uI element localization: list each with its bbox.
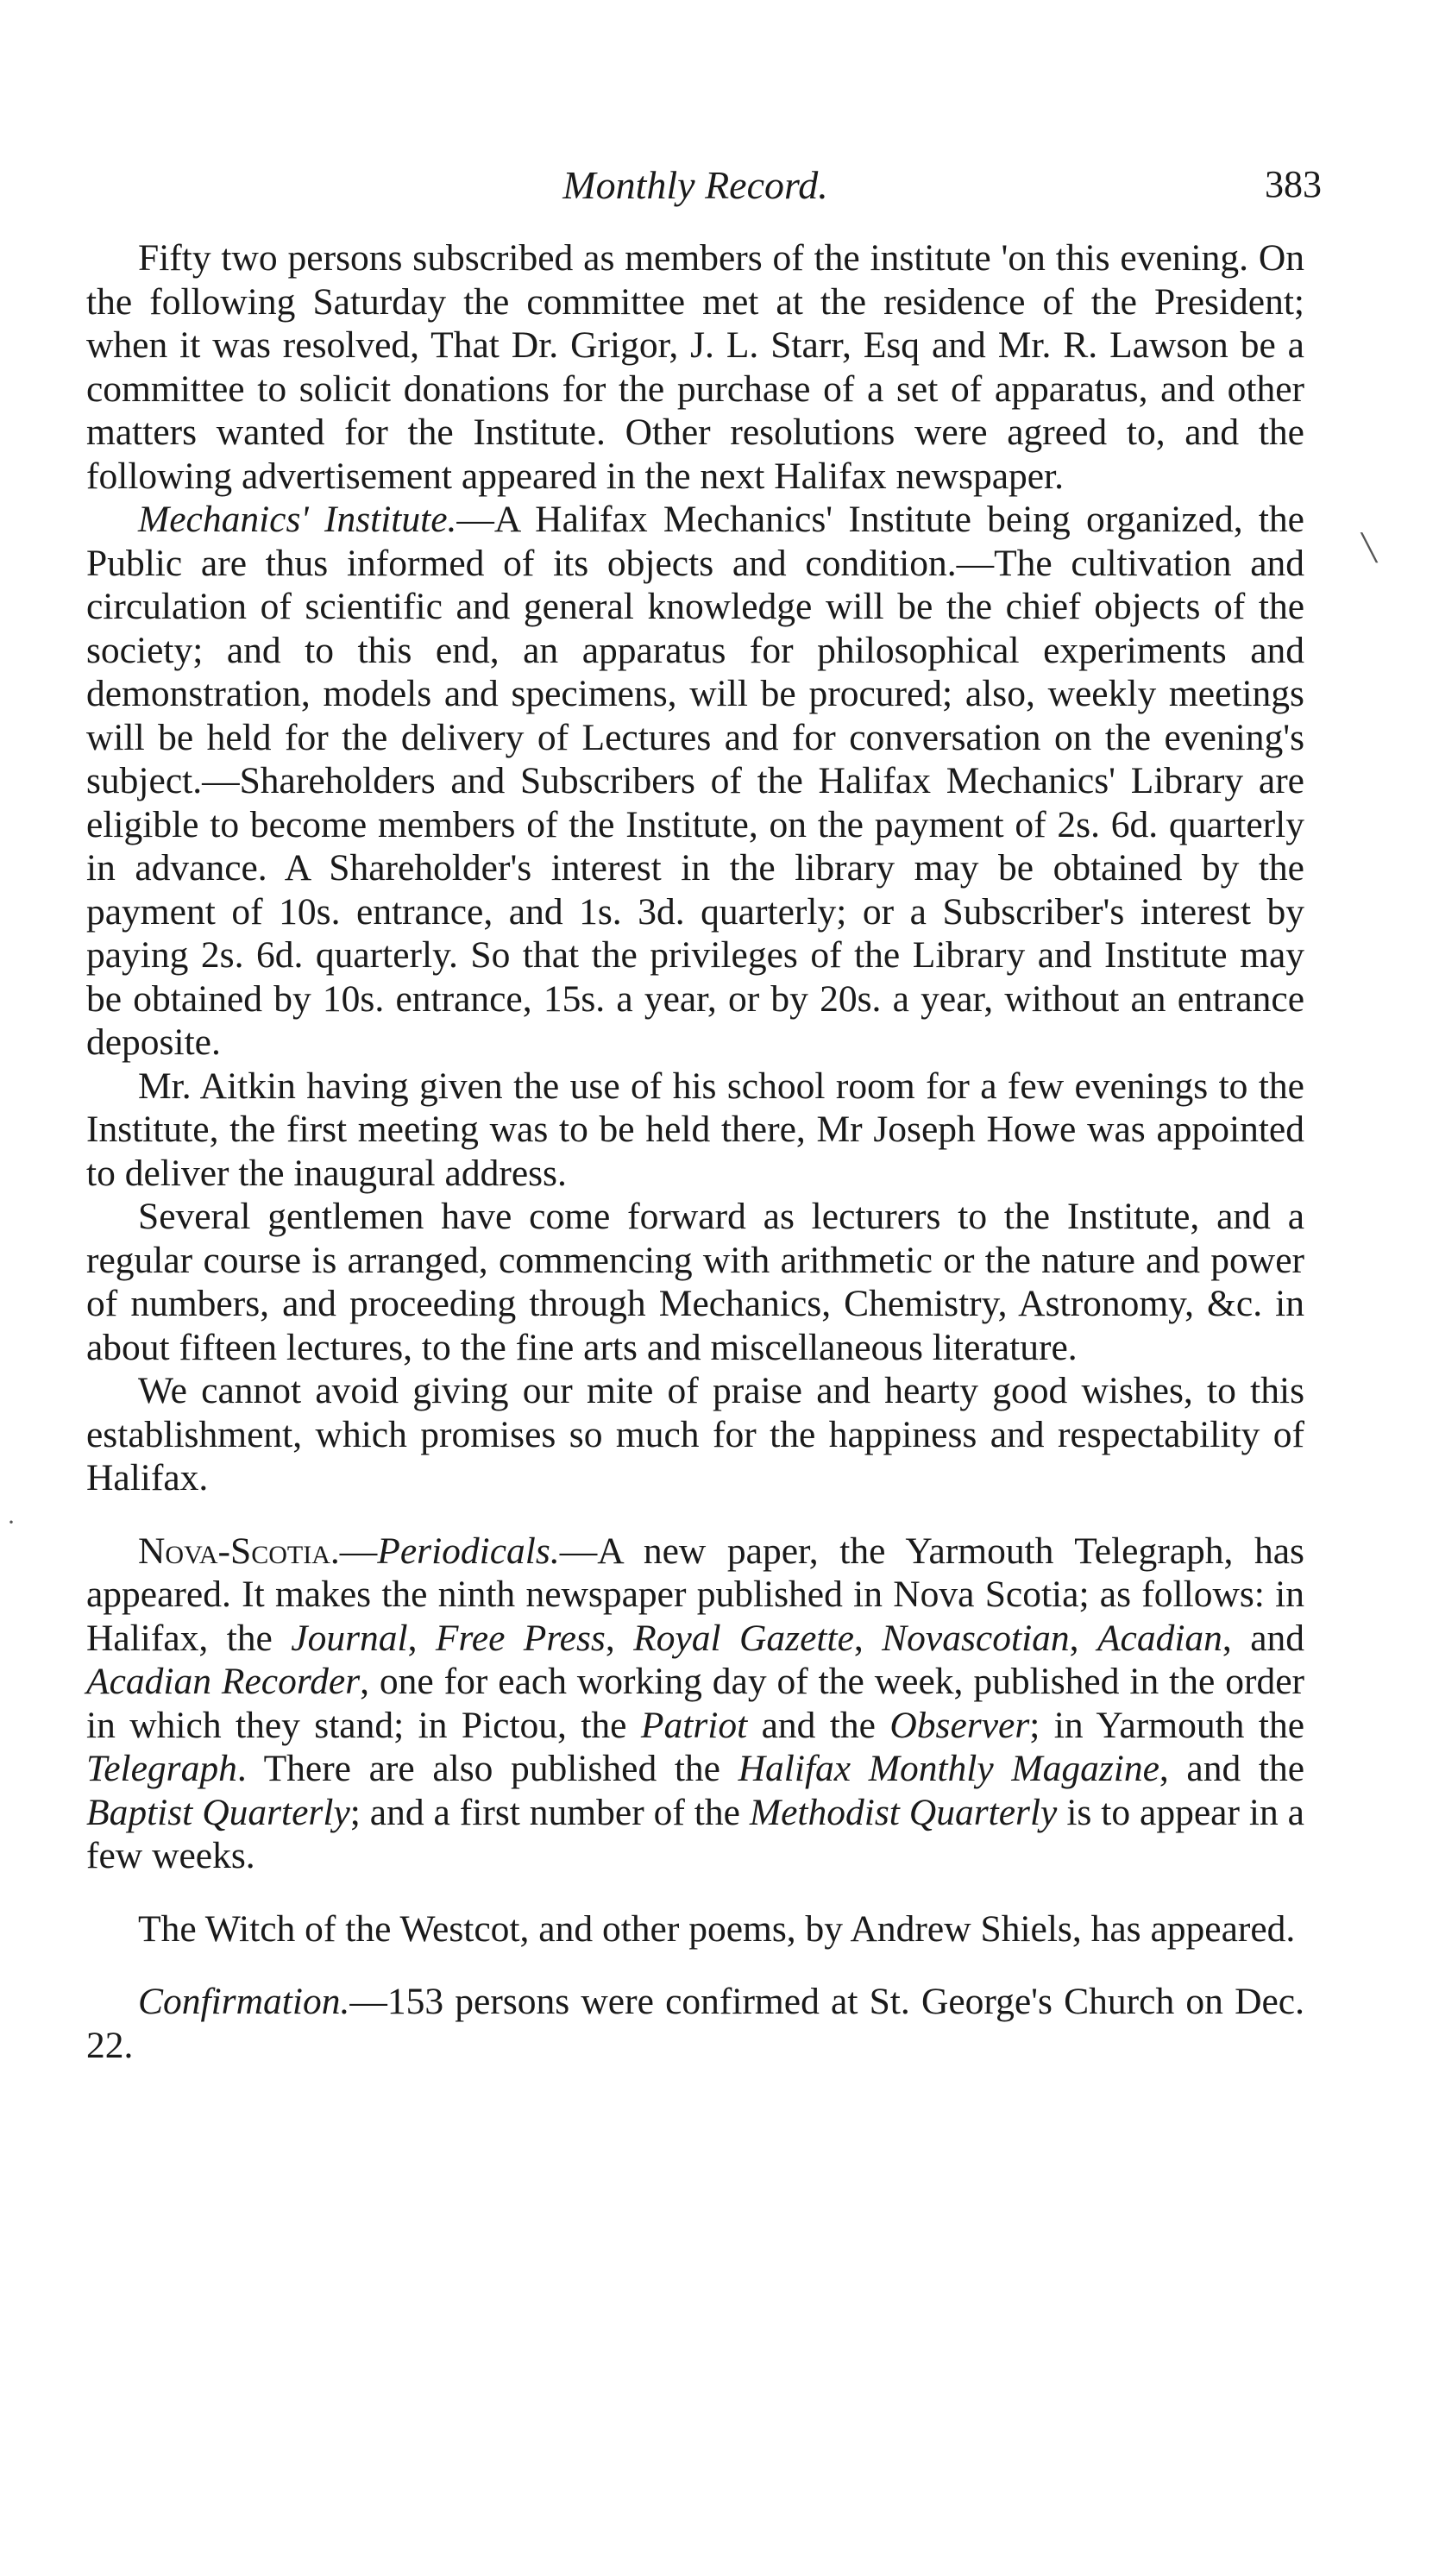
paragraph-lecturers: Several gentlemen have come forward as lecturers to the Institute, and a regular course is arranged, commencing with arithmetic or the nature and power of numbers, and proceeding through Mechanics, Chemistry, Astronomy, &c. in about fifteen lectures, to the fine arts and miscellaneous literature. bbox=[86, 1196, 1304, 1368]
title-halifax-monthly-magazine: Halifax Monthly Magazine bbox=[738, 1748, 1159, 1789]
text-run: —A new paper, the Yarmouth Telegraph, has appeared. It makes the ninth newspaper published in Nova Scotia; as follows: in Halifax, the bbox=[86, 1530, 1304, 1659]
title-acadian-recorder: Acadian Recorder bbox=[86, 1661, 361, 1702]
confirmation-heading: Confirmation. bbox=[138, 1981, 350, 2022]
title-telegraph: Telegraph bbox=[86, 1748, 237, 1789]
mechanics-institute-heading: Mechanics' Institute. bbox=[138, 499, 457, 540]
paragraph-first-meeting: Mr. Aitkin having given the use of his school room for a few evenings to the Institute, the first meeting was to be held there, Mr Joseph Howe was appointed to deliver the inaugural address. bbox=[86, 1065, 1304, 1194]
text-run: , bbox=[853, 1617, 883, 1659]
paragraph-witch-of-westcot: The Witch of the Westcot, and other poems, by Andrew Shiels, has appeared. bbox=[138, 1907, 1296, 1950]
margin-dot-icon: · bbox=[7, 1508, 16, 1536]
page-content bbox=[86, 155, 1322, 2067]
text-run: is to appear in a few weeks. bbox=[86, 1791, 1304, 1876]
text-run: , and the bbox=[1159, 1748, 1304, 1789]
title-methodist-quarterly: Methodist Quarterly bbox=[749, 1791, 1058, 1833]
text-run: , bbox=[407, 1617, 436, 1659]
text-run: , bbox=[1069, 1617, 1097, 1659]
running-header bbox=[86, 155, 1322, 224]
text-run: , bbox=[605, 1617, 634, 1659]
paragraph-mechanics-institute bbox=[86, 498, 1304, 1065]
text-run: and the bbox=[747, 1704, 890, 1746]
text-run: ; in Yarmouth the bbox=[1029, 1704, 1304, 1746]
title-journal: Journal bbox=[291, 1617, 408, 1659]
mechanics-institute-body: —A Halifax Mechanics' Institute being organized, the Public are thus informed of its objects and condition.—The cultivation and circulation of scientific and general knowledge will be the chief objects of the society; and to this end, an apparatus for philosophical experiments and demonstration, models and specimens, will be procured; also, weekly meetings will be held for the delivery of Lectures and for conversation on the evening's subject.—Shareholders and Subscribers of the Halifax Mechanics' Library are eligible to become members of the Institute, on the payment of 2s. 6d. quarterly in advance. A Shareholder's interest in the library may be obtained by the payment of 10s. entrance, and 1s. 3d. quarterly; or a Subscriber's interest by paying 2s. 6d. quarterly. So that the privileges of the Library and Institute may be obtained by 10s. entrance, 15s. a year, or by 20s. a year, without an entrance deposite. bbox=[86, 499, 1304, 1063]
paragraph-institute-members: Fifty two persons subscribed as members of the institute 'on this evening. On the following Saturday the committee met at the residence of the President; when it was resolved, That Dr. Grigor, J. L. Starr, Esq and Mr. R. Lawson be a committee to solicit donations for the purchase of a set of apparatus, and other matters wanted for the Institute. Other resolutions were agreed to, and the following advertisement appeared in the next Halifax newspaper. bbox=[86, 237, 1304, 497]
text-run: , one for each working day of the week, published in the order in which they stand; in Pictou, the bbox=[86, 1661, 1304, 1746]
text-run: ; and a first number of the bbox=[349, 1791, 750, 1833]
title-free-press: Free Press bbox=[435, 1617, 606, 1659]
title-baptist-quarterly: Baptist Quarterly bbox=[86, 1791, 350, 1833]
title-royal-gazette: Royal Gazette bbox=[633, 1617, 854, 1659]
periodicals-heading: Periodicals. bbox=[377, 1530, 560, 1572]
confirmation-body: —153 persons were confirmed at St. George's Church on Dec. 22. bbox=[86, 1981, 1304, 2066]
title-acadian: Acadian bbox=[1097, 1617, 1222, 1659]
title-patriot: Patriot bbox=[640, 1704, 748, 1746]
title-novascotian: Novascotian bbox=[882, 1617, 1070, 1659]
nova-scotia-heading: Nova-Scotia. bbox=[138, 1530, 340, 1572]
paragraph-praise: We cannot avoid giving our mite of praise and hearty good wishes, to this establishment, which promises so much for the happiness and respectability of Halifax. bbox=[86, 1370, 1304, 1498]
text-run: . There are also published the bbox=[236, 1748, 738, 1789]
dash: — bbox=[339, 1530, 378, 1572]
text-run: , and bbox=[1222, 1617, 1304, 1659]
title-observer: Observer bbox=[889, 1704, 1030, 1746]
page-number: 383 bbox=[1265, 163, 1322, 205]
margin-mark-icon: ╲ bbox=[1361, 534, 1378, 562]
paragraph-confirmation bbox=[86, 1980, 1304, 2067]
paragraph-periodicals bbox=[86, 1530, 1304, 1878]
running-title: Monthly Record. bbox=[562, 163, 828, 207]
